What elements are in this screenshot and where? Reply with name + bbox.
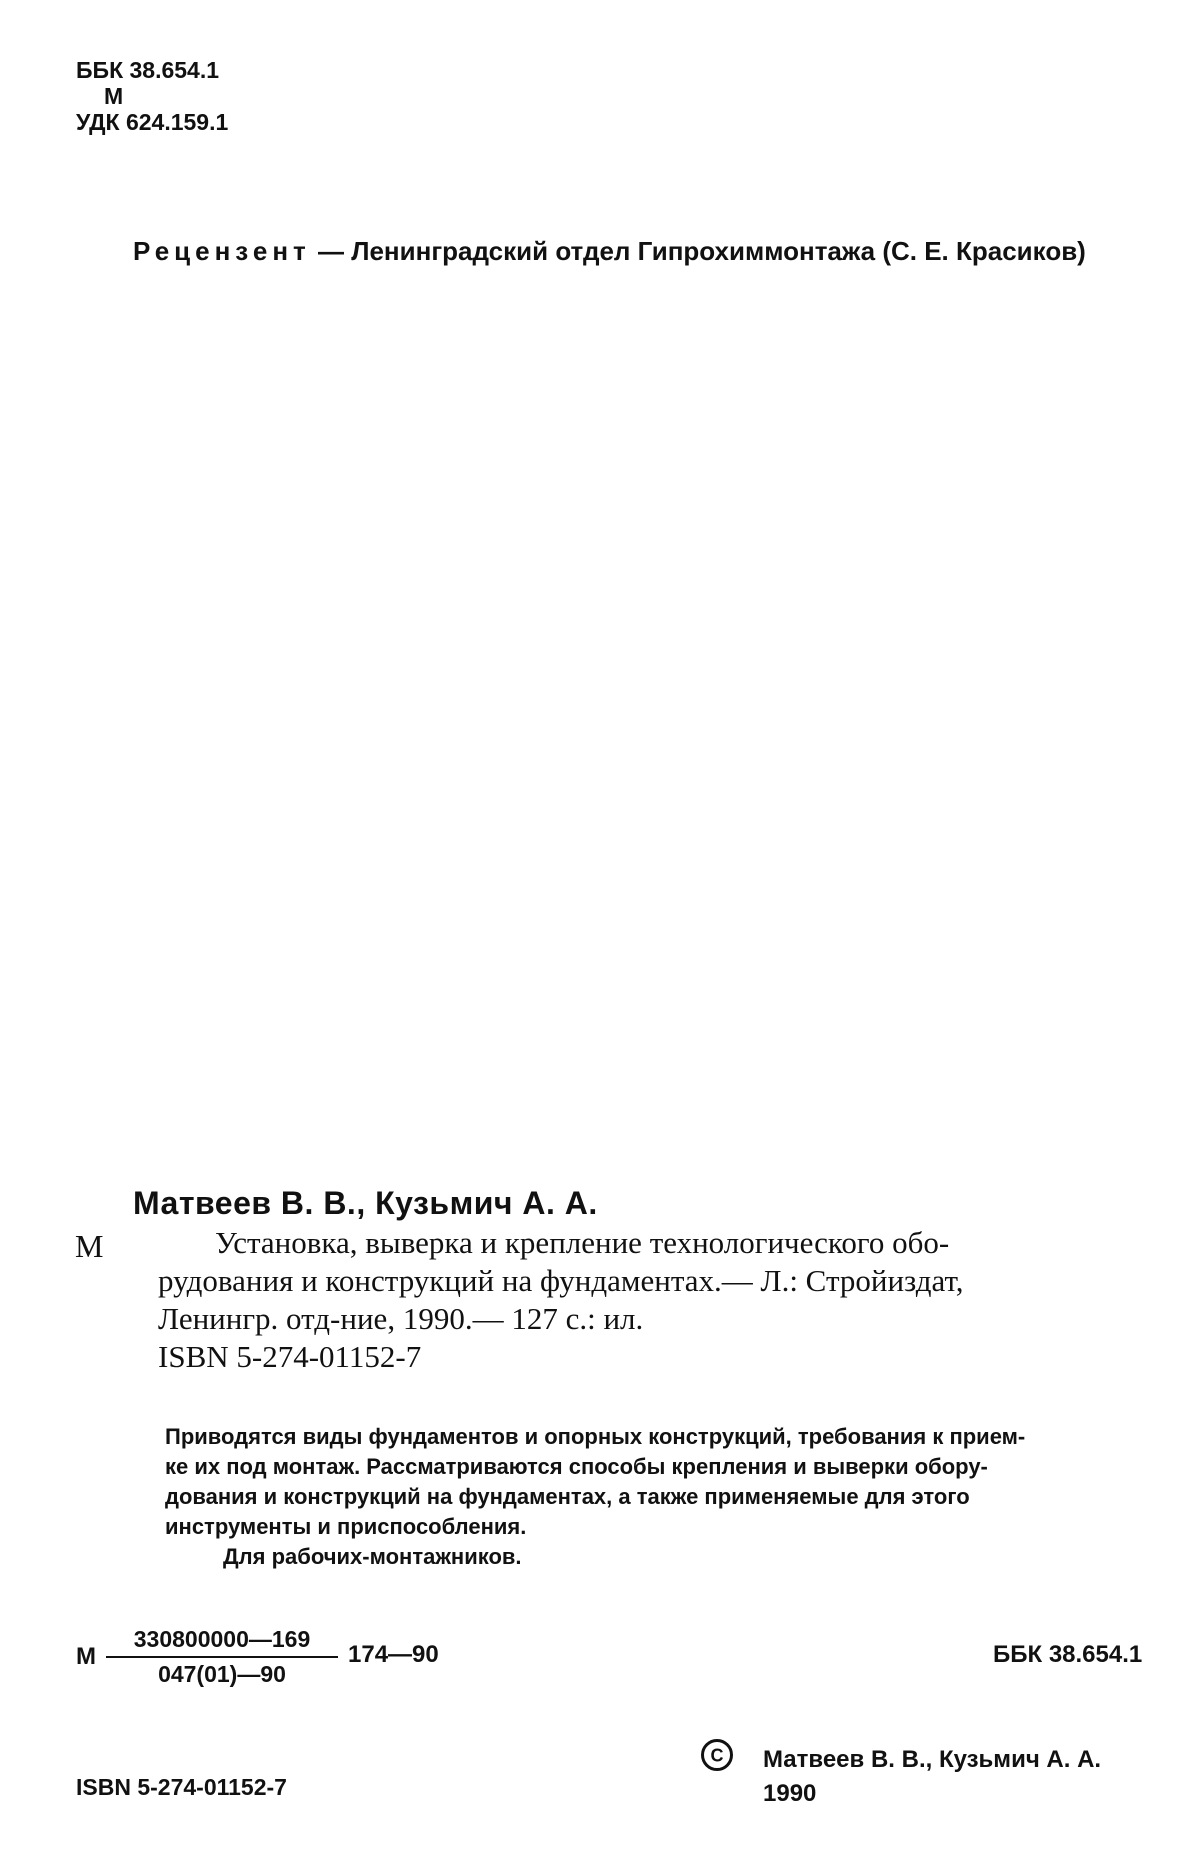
copyright-icon [700, 1738, 734, 1772]
reviewer-line [133, 236, 1086, 267]
annotation-line: Приводятся виды фундаментов и опорных конструкций, требования к прием- [165, 1424, 1026, 1449]
bib-line-isbn: ISBN 5-274-01152-7 [158, 1339, 422, 1374]
bbk-code-top: ББК 38.654.1 [76, 57, 220, 83]
bib-line-title-cont: рудования и конструкций на фундаментах.— Л.: Стройиздат, [158, 1263, 964, 1298]
isbn-bottom: ISBN 5-274-01152-7 [76, 1774, 287, 1800]
catalog-numerator: 330800000—169 [133, 1626, 311, 1652]
copyright-symbol-text: C [710, 1745, 724, 1766]
udk-code: УДК 624.159.1 [76, 109, 229, 135]
annotation-line: дования и конструкций на фундаментах, а также применяемые для этого [165, 1484, 970, 1509]
bbk-code-bottom: ББК 38.654.1 [993, 1641, 1143, 1668]
author-sign-top: М [104, 83, 124, 109]
book-authors: Матвеев В. В., Кузьмич А. А. [133, 1185, 598, 1221]
catalog-letter: М [76, 1643, 96, 1670]
reviewer-label: Рецензент [133, 236, 311, 266]
catalog-suffix: 174—90 [348, 1641, 439, 1668]
catalog-denominator: 047(01)—90 [158, 1661, 286, 1687]
copyright-year: 1990 [763, 1780, 817, 1807]
index-letter: М [75, 1228, 104, 1264]
bib-line-title: Установка, выверка и крепление технологического обо- [215, 1225, 950, 1260]
annotation-audience: Для рабочих-монтажников. [223, 1544, 522, 1569]
reviewer-text: — Ленинградский отдел Гипрохиммонтажа (С. Е. Красиков) [310, 236, 1086, 266]
bib-line-publisher: Ленингр. отд-ние, 1990.— 127 с.: ил. [158, 1301, 644, 1336]
annotation-line: ке их под монтаж. Рассматриваются способы крепления и выверки обору- [165, 1454, 988, 1479]
copyright-holders: Матвеев В. В., Кузьмич А. А. [763, 1746, 1102, 1773]
catalog-fraction [106, 1626, 338, 1688]
bibliographic-description [158, 1224, 1158, 1376]
annotation-line: инструменты и приспособления. [165, 1514, 527, 1539]
copyright-notice [763, 1743, 1101, 1811]
annotation [165, 1422, 1165, 1572]
